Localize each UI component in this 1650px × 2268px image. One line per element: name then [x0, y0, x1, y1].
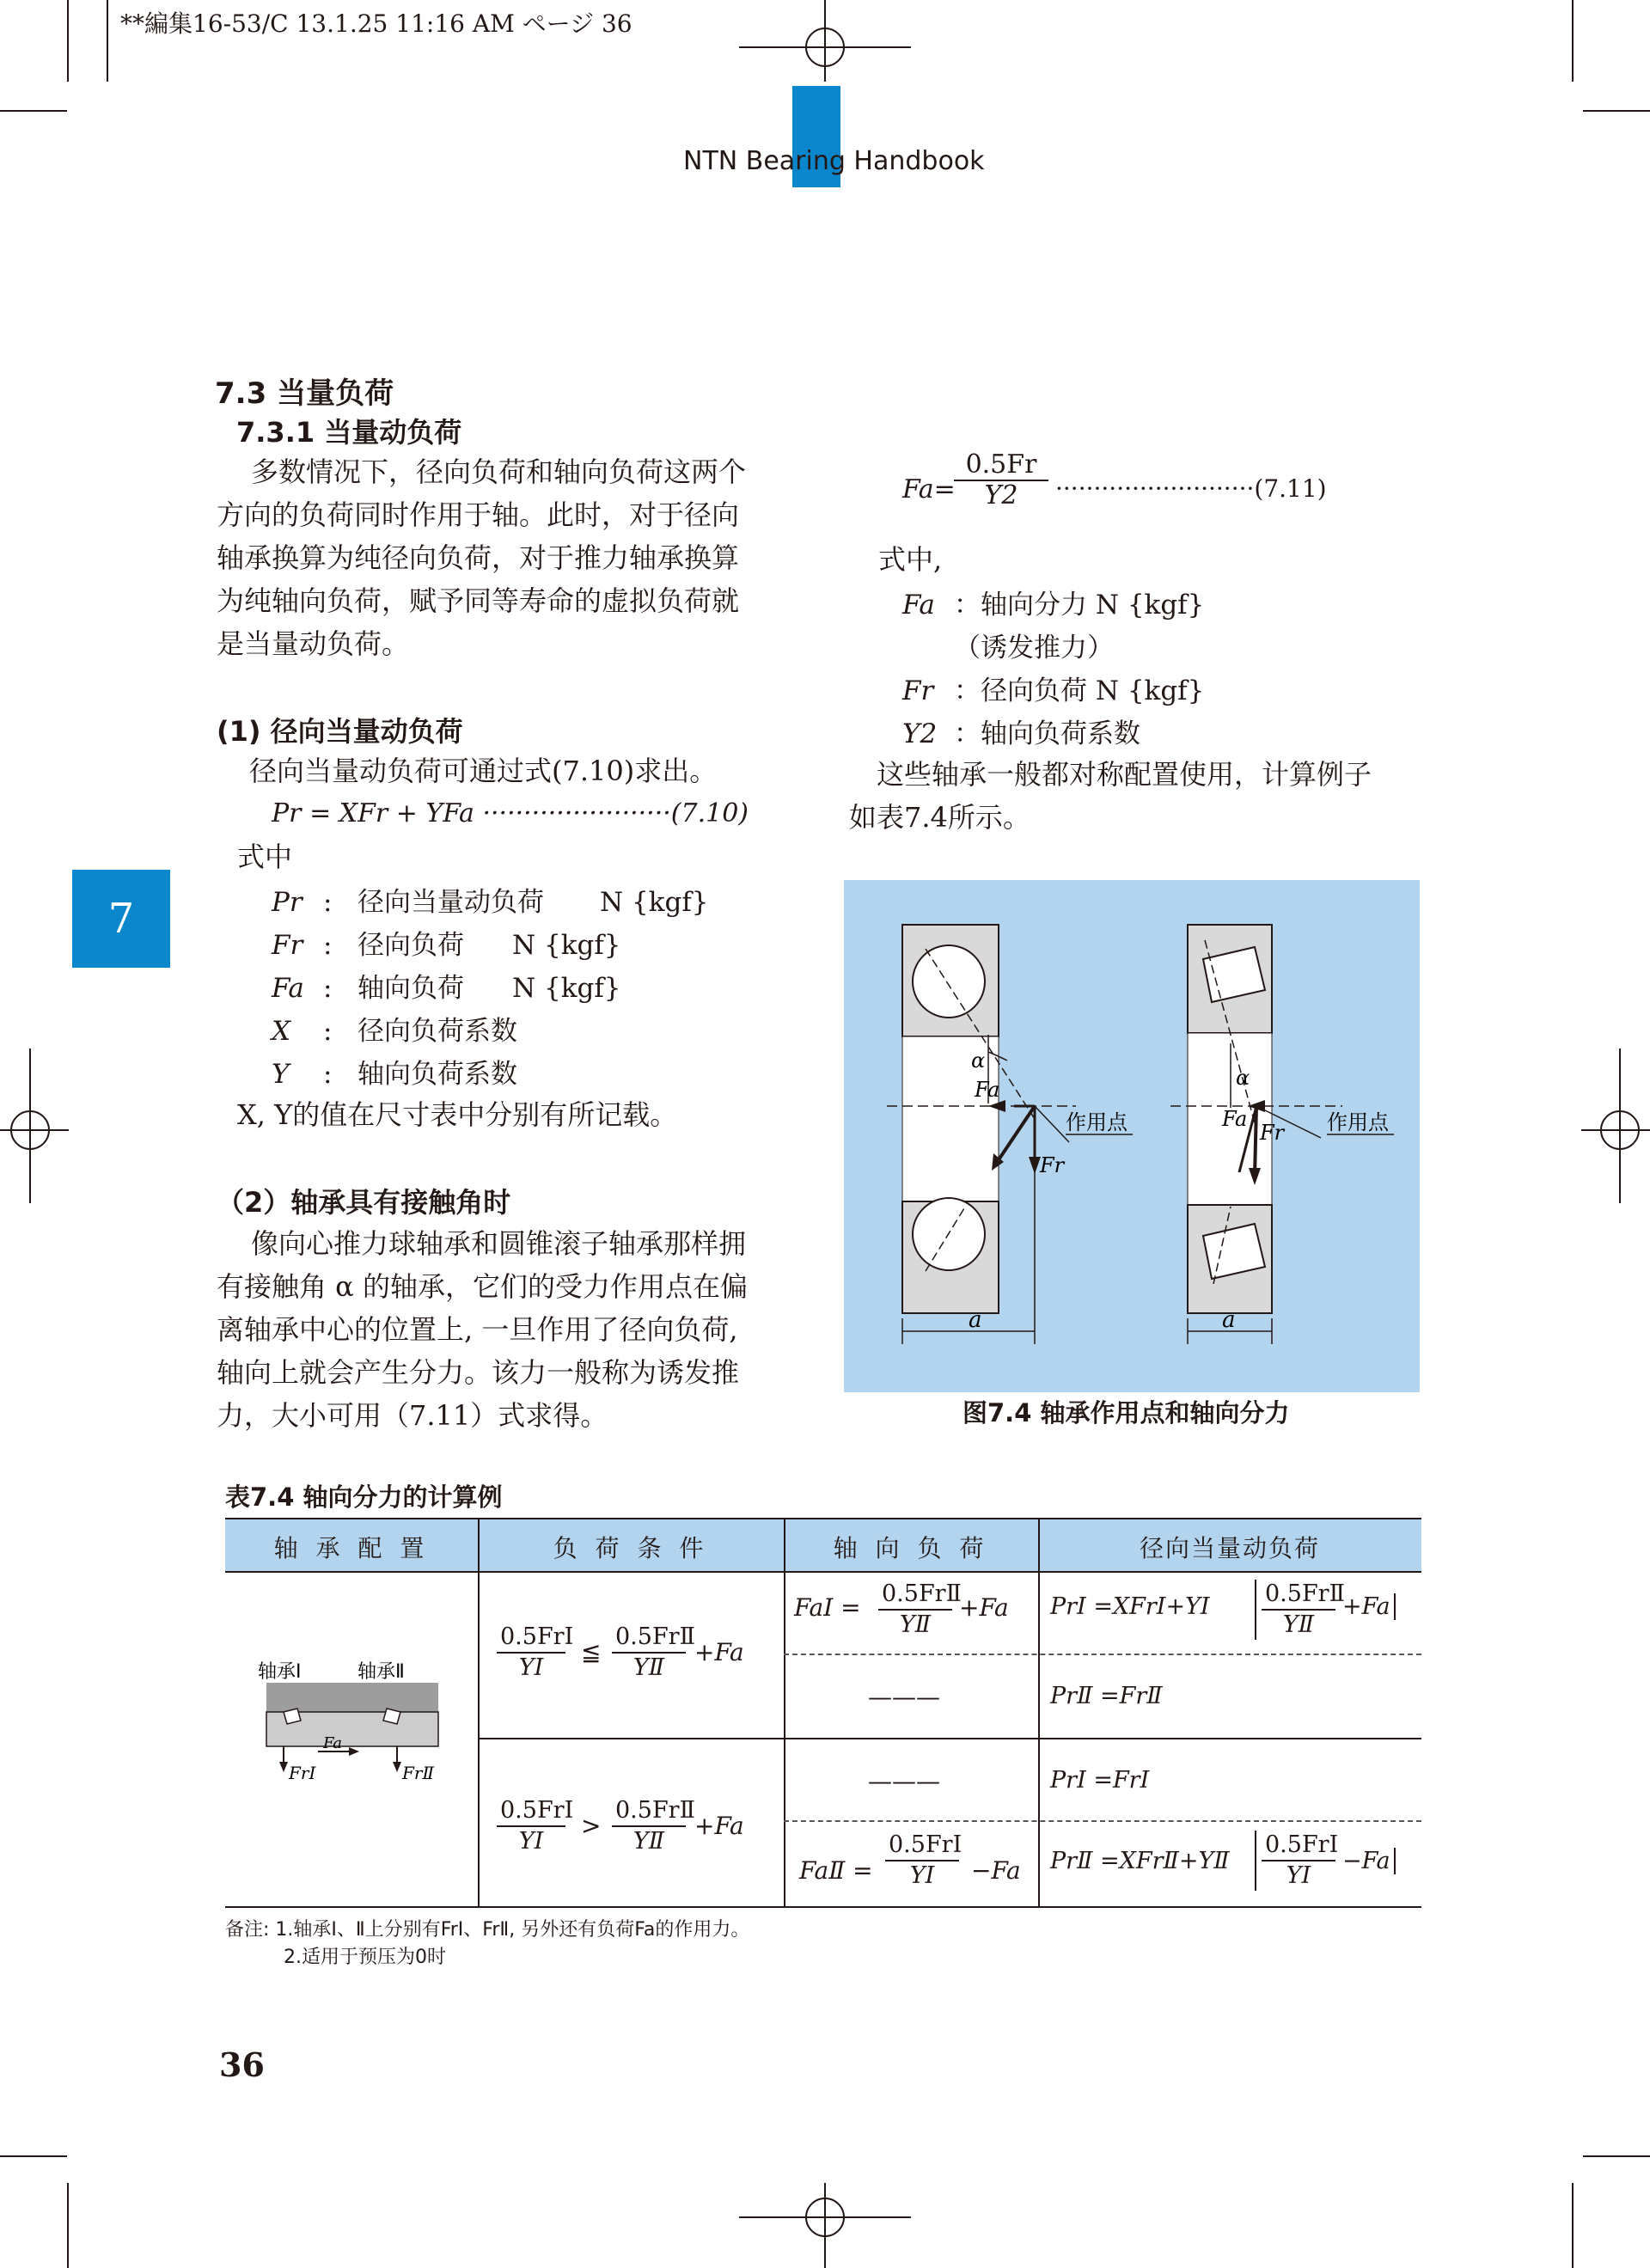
radial1-lhs: PrⅠ =XFrⅠ+YⅠ [1050, 1593, 1210, 1620]
def-symbol: Fr [272, 930, 303, 961]
def-unit: N {kgf} [512, 930, 621, 961]
chapter-tab: 7 [72, 870, 170, 968]
def-colon: : [323, 887, 333, 918]
crop-mark [0, 110, 67, 112]
fraction-denominator: YⅠ [518, 1828, 544, 1855]
alpha-label-2: α [1236, 1066, 1250, 1090]
fraction-numerator: 0.5FrⅠ [885, 1831, 959, 1861]
def-unit: N {kgf} [600, 887, 709, 918]
diagram-fr1-label: FrⅠ [289, 1763, 316, 1783]
text-line: 为纯轴向负荷，赋予同等寿命的虚拟负荷就 [217, 584, 740, 617]
def-colon: : [323, 1059, 333, 1090]
def-colon: : [323, 930, 333, 961]
bearing-2-label: 轴承Ⅱ [358, 1661, 405, 1683]
def-unit: N {kgf} [512, 973, 621, 1004]
diagram-fr2-label: FrⅡ [402, 1763, 435, 1783]
cond1-right-fraction [612, 1623, 695, 1683]
contact-heading: （2）轴承具有接触角时 [217, 1186, 511, 1219]
cond2-tail: +Fa [694, 1812, 744, 1840]
radial4-fraction [1255, 1831, 1339, 1891]
def-symbol: Fa [902, 590, 935, 620]
fraction-numerator: 0.5FrⅡ [878, 1580, 952, 1611]
book-title [683, 146, 985, 176]
def-row [902, 583, 1204, 621]
crop-mark [1572, 2183, 1574, 2268]
cond1-left-fraction [497, 1623, 574, 1683]
crop-mark [1583, 110, 1650, 112]
fraction-numerator: 0.5FrⅡ [1262, 1580, 1335, 1611]
crop-mark [1583, 2155, 1650, 2157]
text-line: 轴承换算为纯径向负荷，对于推力轴承换算 [217, 541, 740, 574]
def-row [272, 1009, 517, 1048]
radial-heading: (1) 径向当量动负荷 [217, 715, 463, 748]
bearing-1-label: 轴承Ⅰ [258, 1661, 302, 1683]
fraction-denominator: Y2 [984, 480, 1018, 510]
def-desc: ：轴向负荷系数 [954, 718, 1140, 749]
fraction-denominator: YⅠ [909, 1862, 935, 1889]
def-desc: 径向负荷 [358, 930, 464, 961]
def-row [272, 1052, 517, 1091]
col-header-axial: 轴 向 负 荷 [833, 1534, 989, 1562]
col-header-radial: 径向当量动负荷 [1139, 1534, 1320, 1562]
radial2-value: PrⅡ =FrⅡ [1050, 1683, 1163, 1709]
formula-7-10: Pr = XFr + YFa ·······················(7.10) [272, 798, 749, 828]
figure-caption: 图7.4 轴承作用点和轴向分力 [962, 1398, 1290, 1427]
text-line: 是当量动负荷。 [217, 627, 410, 660]
table-note-2: 2.适用于预压为0时 [284, 1947, 446, 1968]
fraction-denominator: YⅡ [899, 1611, 932, 1638]
radial1-fraction [1255, 1580, 1345, 1640]
point-label: 作用点 [1066, 1110, 1128, 1134]
section-title: 7.3 当量负荷 [215, 376, 394, 411]
def-desc: ：径向负荷 N {kgf} [954, 676, 1205, 706]
fraction-denominator: YⅡ [632, 1828, 665, 1855]
cond1-operator: ≦ [581, 1638, 602, 1666]
alpha-label: α [971, 1048, 986, 1073]
table-col-rule [478, 1519, 480, 1906]
def-desc: 轴向负荷 [358, 973, 464, 1004]
bearing-arrangement-diagram [249, 1659, 464, 1788]
where-label-2: 式中, [878, 543, 943, 576]
radial-text: 径向当量动负荷可通过式(7.10)求出。 [249, 755, 718, 787]
registration-mark-right [1581, 1048, 1650, 1203]
table-col-rule [1038, 1519, 1040, 1906]
table-dashed-rule [784, 1654, 1421, 1655]
formula-7-11-lhs: Fa= [902, 474, 956, 504]
fraction-denominator: YⅠ [518, 1654, 544, 1681]
def-symbol: Fr [902, 676, 934, 706]
axial1-tail: +Fa [959, 1593, 1009, 1622]
where-label: 式中 [237, 841, 293, 873]
fr-label-2: Fr [1260, 1121, 1285, 1145]
def-desc: 轴向负荷系数 [358, 1059, 517, 1090]
table-note-1: 备注: 1.轴承Ⅰ、Ⅱ上分别有FrⅠ、FrⅡ, 另外还有负荷Fa的作用力。 [225, 1919, 750, 1941]
col-header-config: 轴 承 配 置 [273, 1534, 430, 1562]
page-number: 36 [219, 2045, 265, 2084]
fraction-denominator: YⅠ [1286, 1862, 1311, 1889]
table-dashed-rule [784, 1820, 1421, 1822]
fraction-denominator: YⅡ [632, 1654, 665, 1681]
col-header-condition: 负 荷 条 件 [553, 1534, 709, 1562]
def-desc: 径向负荷系数 [358, 1016, 517, 1047]
fraction-numerator: 0.5FrⅡ [612, 1623, 686, 1654]
fa-label-2: Fa [1222, 1107, 1248, 1131]
fraction-numerator: 0.5FrⅡ [612, 1796, 686, 1827]
formula-7-11-fraction [954, 450, 1048, 510]
axial2-dash: ——— [868, 1683, 940, 1711]
def-row [272, 923, 621, 962]
fa-label: Fa [975, 1078, 1000, 1102]
radial4-tail: −Fa [1342, 1848, 1396, 1874]
figure-7-4 [844, 880, 1420, 1392]
table-mid-rule [478, 1738, 1421, 1739]
fraction-numerator: 0.5Fr [954, 450, 1048, 481]
text-line: 多数情况下，径向负荷和轴向负荷这两个 [251, 455, 747, 488]
def-colon: : [323, 973, 333, 1004]
fraction-numerator: 0.5FrⅠ [497, 1623, 565, 1654]
crop-mark [67, 2183, 69, 2268]
axial4-tail: −Fa [971, 1856, 1021, 1885]
def-symbol: Fa [272, 973, 304, 1004]
cond2-operator: > [581, 1812, 602, 1840]
def-row [272, 880, 709, 919]
registration-mark-left [0, 1048, 69, 1203]
crop-mark [107, 0, 108, 82]
def-symbol: Y2 [902, 718, 938, 749]
diagram-fa-label: Fa [323, 1734, 342, 1752]
text-line: 轴向上就会产生分力。该力一般称为诱发推 [217, 1356, 740, 1389]
fr-label: Fr [1040, 1153, 1065, 1177]
cond2-right-fraction [612, 1796, 695, 1856]
text-line: 有接触角 α 的轴承，它们的受力作用点在偏 [217, 1270, 748, 1303]
text-line: 如表7.4所示。 [849, 801, 1030, 834]
registration-mark-top [739, 0, 911, 82]
crop-mark [67, 0, 69, 82]
dim-a-label-2: a [1222, 1307, 1236, 1333]
print-info: **編集16-53/C 13.1.25 11:16 AM ページ 36 [120, 9, 632, 38]
point-label-2: 作用点 [1327, 1110, 1389, 1134]
def-symbol: X [272, 1016, 291, 1047]
crop-mark [0, 2155, 67, 2157]
radial4-lhs: PrⅡ =XFrⅡ+YⅡ [1050, 1848, 1230, 1874]
cond1-tail: +Fa [694, 1638, 744, 1666]
registration-mark-bottom [739, 2183, 911, 2268]
text-line: 力，大小可用（7.11）式求得。 [217, 1399, 608, 1432]
radial-note: X, Y的值在尺寸表中分别有所记载。 [237, 1098, 678, 1131]
radial1-tail: +Fa [1342, 1593, 1396, 1620]
intro-paragraph [217, 450, 801, 665]
axial1-lhs: FaⅠ = [794, 1593, 861, 1622]
def-colon: : [323, 1016, 333, 1047]
fraction-numerator: 0.5FrⅠ [497, 1796, 565, 1827]
radial3-value: PrⅠ =FrⅠ [1050, 1767, 1150, 1794]
axial3-dash: ——— [868, 1767, 940, 1795]
subsection-title: 7.3.1 当量动负荷 [236, 416, 462, 449]
axial1-fraction [878, 1580, 962, 1640]
contact-paragraph [217, 1222, 801, 1437]
text-line: 离轴承中心的位置上, 一旦作用了径向负荷, [217, 1313, 738, 1346]
axial4-fraction [885, 1831, 962, 1891]
text-line: 方向的负荷同时作用于轴。此时，对于径向 [217, 498, 740, 531]
fraction-denominator: YⅡ [1282, 1611, 1315, 1638]
def-row [902, 712, 1140, 750]
formula-7-11-tag: ··························(7.11) [1055, 474, 1327, 503]
fraction-numerator: 0.5FrⅠ [1262, 1831, 1335, 1861]
table-header-rule [225, 1571, 1421, 1573]
after-paragraph [849, 753, 1433, 839]
def-row [902, 669, 1204, 707]
def-desc: ：轴向分力 N {kgf} [954, 590, 1205, 620]
table-title: 表7.4 轴向分力的计算例 [225, 1482, 503, 1512]
table-col-rule [784, 1519, 785, 1906]
text-line: 像向心推力球轴承和圆锥滚子轴承那样拥 [251, 1227, 747, 1260]
book-title-text: NTN Bearing Handbook [683, 146, 985, 176]
table-bottom-rule [225, 1906, 1421, 1908]
def-row [272, 966, 621, 1005]
dim-a-label: a [969, 1307, 982, 1333]
def-row [954, 626, 1114, 664]
axial4-lhs: FaⅡ = [799, 1856, 873, 1885]
def-symbol: Y [272, 1059, 290, 1090]
crop-mark [1572, 0, 1574, 82]
def-desc: （诱发推力） [954, 633, 1114, 663]
text-line: 这些轴承一般都对称配置使用，计算例子 [877, 758, 1372, 791]
def-desc: 径向当量动负荷 [358, 887, 544, 918]
def-symbol: Pr [272, 887, 302, 918]
table-top-rule [225, 1518, 1421, 1519]
cond2-left-fraction [497, 1796, 574, 1856]
